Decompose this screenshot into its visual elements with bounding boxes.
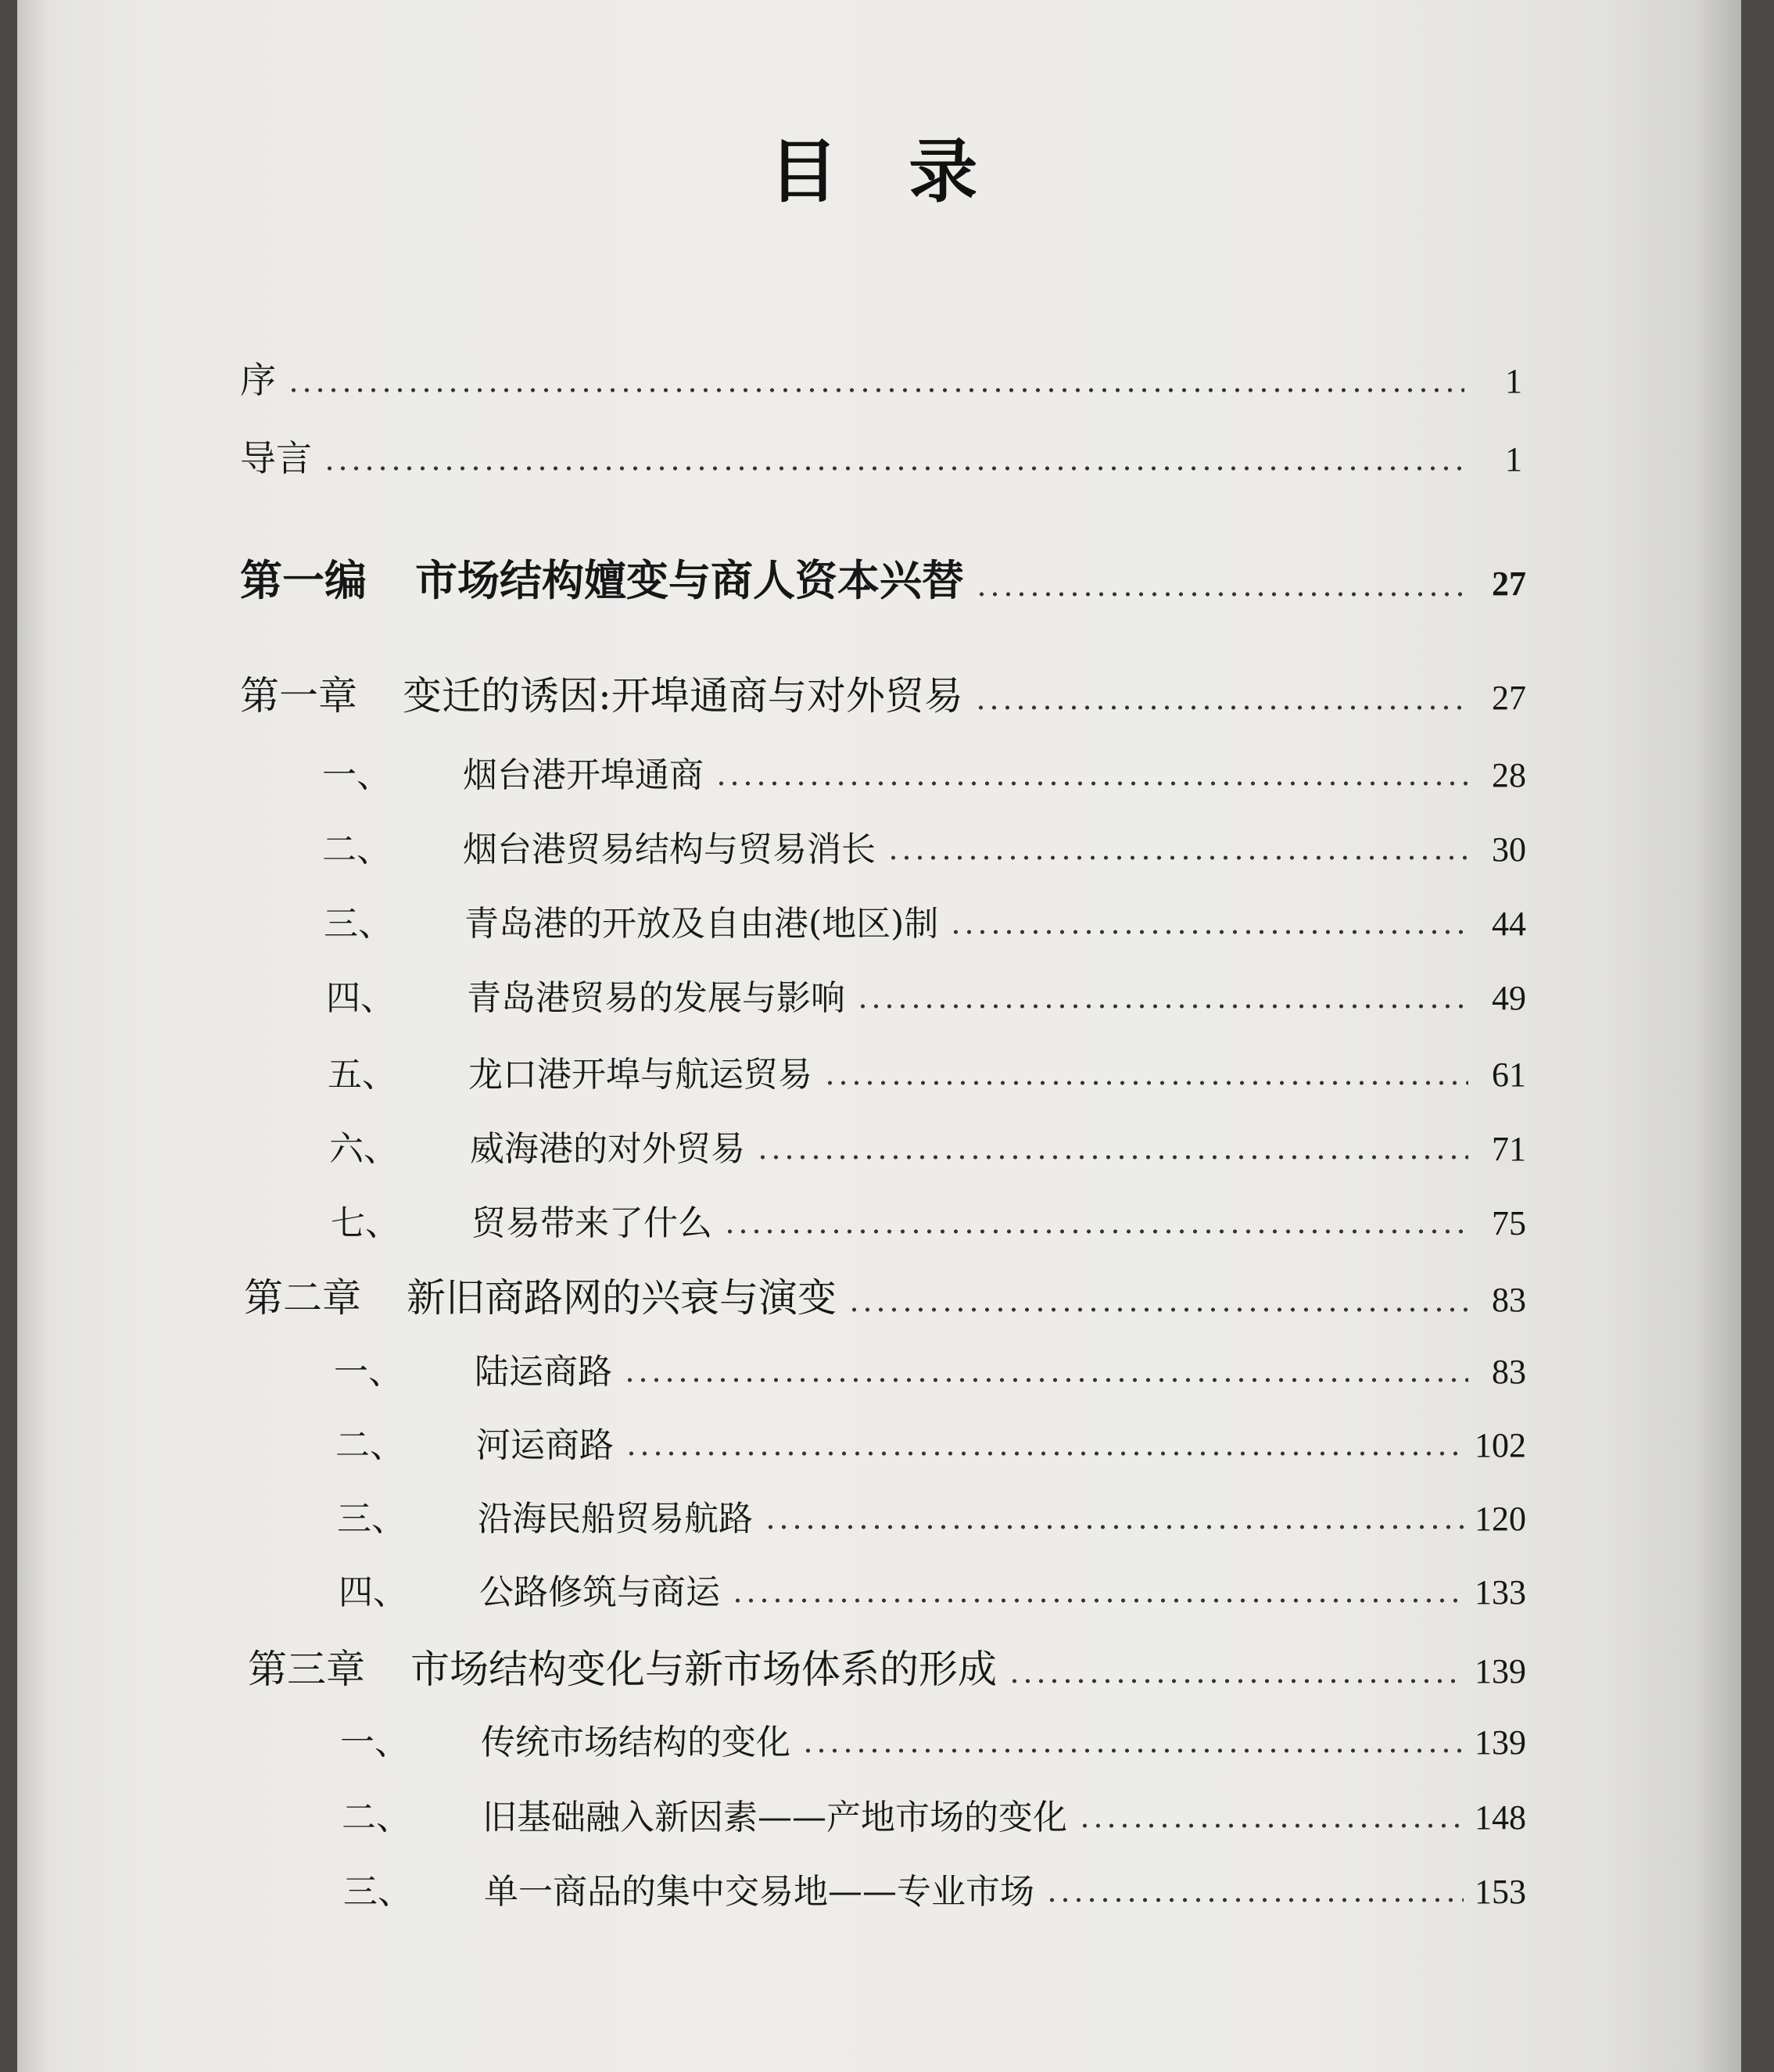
leader-dots xyxy=(623,1378,1468,1382)
entry-page-number: 1 xyxy=(1505,440,1522,479)
entry-page-number: 83 xyxy=(1492,1281,1526,1319)
page-title: 目 录 xyxy=(769,131,1002,212)
leader-dots xyxy=(1078,1823,1464,1828)
toc-entry-section[interactable] xyxy=(331,1195,1526,1245)
section-number: 四、 xyxy=(326,978,395,1018)
toc-entry-section[interactable] xyxy=(337,1490,1526,1540)
toc-entry-introduction[interactable] xyxy=(240,430,1522,482)
entry-label: 第二章 xyxy=(244,1275,361,1321)
entry-page-number: 28 xyxy=(1492,756,1526,794)
book-page xyxy=(17,0,1741,2072)
entry-page-number: 120 xyxy=(1475,1500,1526,1538)
section-number: 三、 xyxy=(324,904,392,944)
leader-dots xyxy=(974,705,1468,710)
leader-dots xyxy=(1008,1679,1464,1683)
leader-dots xyxy=(887,855,1468,860)
entry-title: 贸易带来了什么 xyxy=(471,1203,712,1243)
leader-dots xyxy=(764,1525,1464,1529)
entry-page-number: 44 xyxy=(1492,905,1526,943)
entry-page-number: 61 xyxy=(1492,1056,1526,1094)
leader-dots xyxy=(731,1598,1464,1603)
entry-title: 烟台港贸易结构与贸易消长 xyxy=(463,830,876,869)
entry-title: 变迁的诱因:开埠通商与对外贸易 xyxy=(403,673,963,719)
toc-entry-section[interactable] xyxy=(322,747,1526,797)
entry-title: 青岛港贸易的发展与影响 xyxy=(467,978,845,1018)
leader-dots xyxy=(949,930,1468,934)
entry-page-number: 153 xyxy=(1475,1873,1526,1911)
toc-entry-section[interactable] xyxy=(339,1564,1526,1614)
entry-title: 沿海民船贸易航路 xyxy=(478,1499,753,1539)
leader-dots xyxy=(1045,1898,1464,1902)
leader-dots xyxy=(723,1229,1468,1234)
entry-label: 序 xyxy=(240,359,276,401)
entry-page-number: 1 xyxy=(1505,362,1522,400)
toc-entry-section[interactable] xyxy=(343,1863,1526,1913)
leader-dots xyxy=(625,1451,1464,1456)
entry-page-number: 27 xyxy=(1492,565,1526,603)
section-number: 四、 xyxy=(339,1572,407,1612)
toc-entry-section[interactable] xyxy=(326,970,1526,1020)
section-number: 七、 xyxy=(331,1203,400,1243)
section-number: 五、 xyxy=(328,1055,396,1095)
entry-title: 市场结构变化与新市场体系的形成 xyxy=(410,1647,997,1692)
entry-label: 第三章 xyxy=(248,1647,365,1692)
section-number: 一、 xyxy=(322,755,391,795)
entry-title: 烟台港开埠通商 xyxy=(463,755,704,795)
toc-entry-section[interactable] xyxy=(334,1343,1526,1393)
section-number: 六、 xyxy=(329,1129,398,1169)
entry-page-number: 75 xyxy=(1492,1204,1526,1242)
toc-entry-section[interactable] xyxy=(328,1046,1526,1096)
entry-page-number: 102 xyxy=(1475,1426,1526,1464)
entry-title: 单一商品的集中交易地——专业市场 xyxy=(484,1872,1034,1912)
entry-label: 第一编 xyxy=(240,555,367,605)
toc-entry-section[interactable] xyxy=(324,895,1526,945)
section-number: 二、 xyxy=(335,1425,404,1465)
page-right-shadow xyxy=(1694,0,1741,2072)
entry-title: 青岛港的开放及自由港(地区)制 xyxy=(464,904,939,944)
leader-dots xyxy=(848,1307,1468,1312)
section-number: 二、 xyxy=(322,830,391,869)
section-number: 二、 xyxy=(342,1798,410,1837)
entry-title: 传统市场结构的变化 xyxy=(481,1722,790,1762)
leader-dots xyxy=(975,592,1468,597)
entry-label: 导言 xyxy=(240,437,312,479)
entry-title: 河运商路 xyxy=(476,1425,614,1465)
entry-page-number: 83 xyxy=(1492,1353,1526,1391)
toc-entry-preface[interactable] xyxy=(240,352,1522,403)
entry-title: 龙口港开埠与航运贸易 xyxy=(468,1055,812,1095)
leader-dots xyxy=(756,1155,1468,1160)
leader-dots xyxy=(287,388,1464,393)
toc-entry-chapter-1[interactable] xyxy=(240,665,1526,721)
toc-entry-chapter-2[interactable] xyxy=(244,1267,1526,1323)
entry-page-number: 148 xyxy=(1475,1798,1526,1837)
leader-dots xyxy=(323,466,1464,471)
entry-title: 陆运商路 xyxy=(475,1352,612,1392)
entry-title: 公路修筑与商运 xyxy=(479,1572,720,1612)
entry-label: 第一章 xyxy=(240,673,357,719)
section-number: 三、 xyxy=(337,1499,406,1539)
entry-title: 威海港的对外贸易 xyxy=(470,1129,745,1169)
toc-entry-section[interactable] xyxy=(322,821,1526,871)
toc-entry-section[interactable] xyxy=(342,1789,1526,1839)
page-left-shadow xyxy=(17,0,48,2072)
entry-page-number: 49 xyxy=(1492,979,1526,1017)
entry-title: 市场结构嬗变与商人资本兴替 xyxy=(415,555,964,605)
entry-title: 旧基础融入新因素——产地市场的变化 xyxy=(482,1798,1067,1837)
entry-title: 新旧商路网的兴衰与演变 xyxy=(407,1275,837,1321)
entry-page-number: 139 xyxy=(1475,1652,1526,1690)
toc-entry-section[interactable] xyxy=(335,1417,1526,1467)
entry-page-number: 27 xyxy=(1492,679,1526,717)
section-number: 一、 xyxy=(340,1722,409,1762)
leader-dots xyxy=(856,1004,1468,1009)
section-number: 三、 xyxy=(343,1872,412,1912)
toc-entry-section[interactable] xyxy=(340,1714,1526,1764)
entry-page-number: 30 xyxy=(1492,830,1526,869)
entry-page-number: 139 xyxy=(1475,1723,1526,1762)
leader-dots xyxy=(715,781,1468,786)
entry-page-number: 71 xyxy=(1492,1130,1526,1168)
toc-entry-section[interactable] xyxy=(329,1120,1526,1170)
toc-entry-chapter-3[interactable] xyxy=(248,1638,1526,1694)
leader-dots xyxy=(801,1748,1464,1753)
entry-page-number: 133 xyxy=(1475,1573,1526,1611)
section-number: 一、 xyxy=(334,1352,403,1392)
leader-dots xyxy=(823,1081,1468,1085)
toc-entry-part-1[interactable] xyxy=(240,547,1526,608)
